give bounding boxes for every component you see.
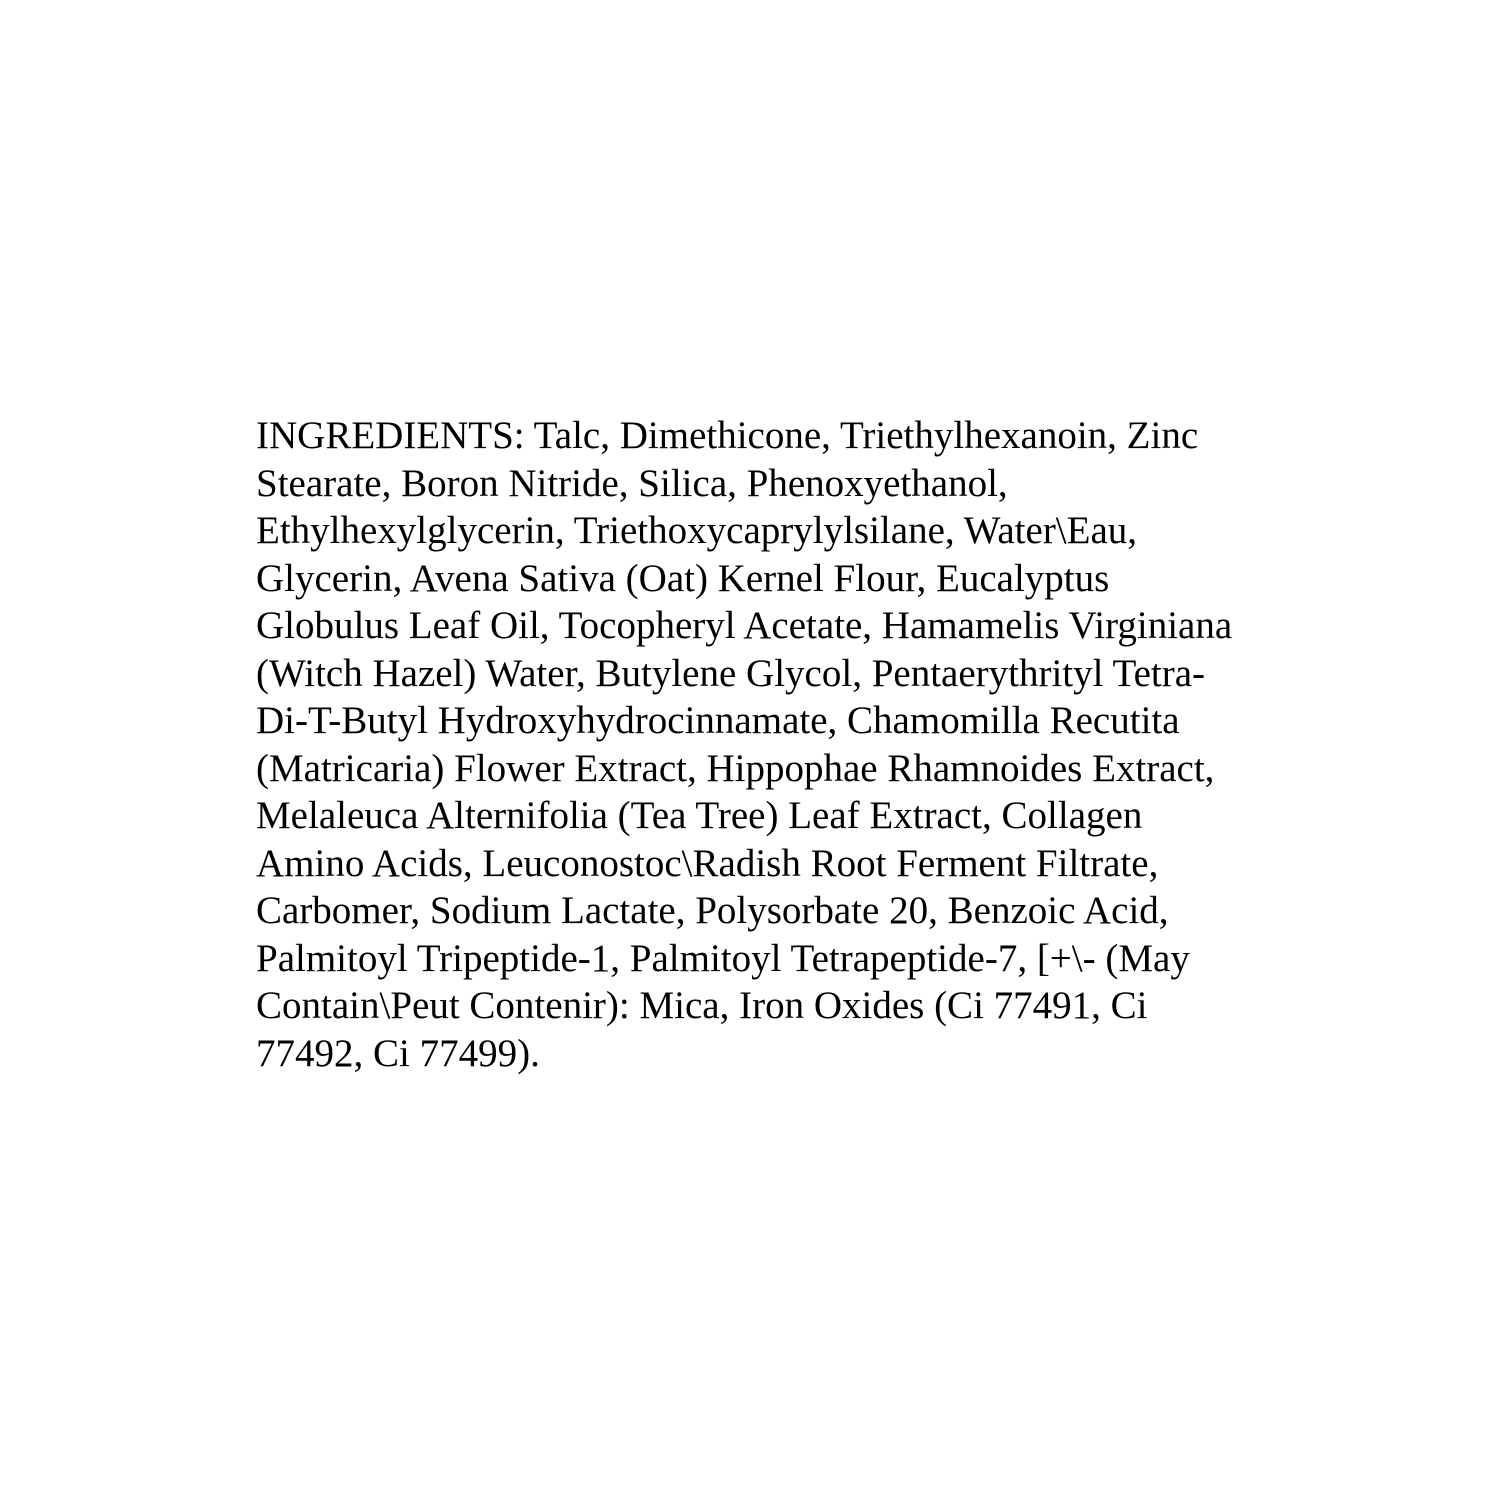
ingredient-line: Palmitoyl Tripeptide-1, Palmitoyl Tetrapeptide-7, [+\- (May xyxy=(256,936,1190,980)
ingredient-line: Melaleuca Alternifolia (Tea Tree) Leaf Extract, Collagen xyxy=(256,794,1143,837)
ingredient-line: 77492, Ci 77499). xyxy=(256,1031,540,1075)
ingredient-line: Glycerin, Avena Sativa (Oat) Kernel Flour, Eucalyptus xyxy=(256,556,1110,600)
ingredient-line: Carbomer, Sodium Lactate, Polysorbate 20, Benzoic Acid, xyxy=(256,889,1169,932)
ingredient-line: Ethylhexylglycerin, Triethoxycaprylylsilane, Water\Eau, xyxy=(256,509,1138,552)
ingredients-paragraph xyxy=(256,412,1266,1077)
ingredient-line: Contain\Peut Contenir): Mica, Iron Oxides (Ci 77491, Ci xyxy=(256,984,1148,1027)
ingredient-line: Stearate, Boron Nitride, Silica, Phenoxyethanol, xyxy=(256,461,1008,505)
ingredient-line: Amino Acids, Leuconostoc\Radish Root Ferment Filtrate, xyxy=(256,841,1159,885)
ingredient-line: INGREDIENTS: Talc, Dimethicone, Triethylhexanoin, Zinc xyxy=(256,414,1199,457)
ingredient-line: Globulus Leaf Oil, Tocopheryl Acetate, Hamamelis Virginiana xyxy=(256,604,1233,647)
ingredient-line: (Matricaria) Flower Extract, Hippophae Rhamnoides Extract, xyxy=(256,746,1215,790)
ingredient-line: (Witch Hazel) Water, Butylene Glycol, Pentaerythrityl Tetra- xyxy=(256,651,1206,695)
ingredient-line: Di-T-Butyl Hydroxyhydrocinnamate, Chamomilla Recutita xyxy=(256,699,1180,742)
